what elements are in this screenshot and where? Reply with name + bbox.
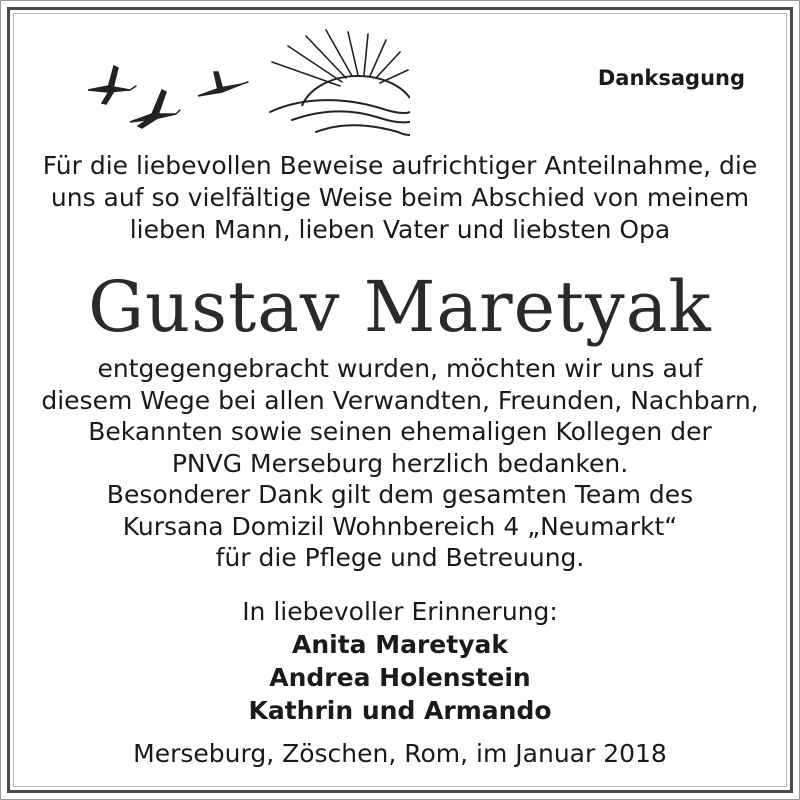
- body-line: Besonderer Dank gilt dem gesamten Team des: [106, 480, 694, 509]
- place-and-date: Merseburg, Zöschen, Rom, im Januar 2018: [133, 739, 667, 768]
- body-line: Kursana Domizil Wohnbereich 4 „Neumarkt“: [122, 511, 678, 541]
- bird-icon: [130, 90, 180, 128]
- signer-name: Anita Maretyak: [291, 630, 508, 659]
- body-line: diesem Wege bei allen Verwandten, Freunden, Nachbarn,: [41, 385, 759, 415]
- page-heading: Danksagung: [597, 66, 745, 90]
- intro-paragraph: [20, 150, 780, 246]
- signer-name: Andrea Holenstein: [269, 663, 531, 692]
- thanks-paragraph: [20, 353, 780, 574]
- body-line: PNVG Merseburg herzlich bedanken.: [171, 448, 629, 478]
- intro-line: Für die liebevollen Beweise aufrichtiger Anteilnahme, die: [42, 151, 758, 180]
- body-line: für die Pflege und Betreuung.: [215, 543, 585, 572]
- birds-and-sunrise-icon: [80, 28, 410, 143]
- intro-line: lieben Mann, lieben Vater und liebsten Opa: [129, 215, 671, 244]
- intro-line: uns auf so vielfältige Weise beim Abschied von meinem: [50, 183, 750, 212]
- bird-icon: [198, 72, 248, 96]
- bird-icon: [88, 66, 136, 104]
- body-line: entgegengebracht wurden, möchten wir uns auf: [97, 354, 703, 383]
- deceased-name: Gustav Maretyak: [88, 266, 712, 348]
- hills: [270, 100, 410, 135]
- remembrance-label: In liebevoller Erinnerung:: [242, 597, 558, 626]
- body-line: Bekannten sowie seinen ehemaligen Kollegen der: [88, 417, 712, 446]
- signers-block: [20, 595, 780, 727]
- signer-name: Kathrin und Armando: [248, 696, 552, 725]
